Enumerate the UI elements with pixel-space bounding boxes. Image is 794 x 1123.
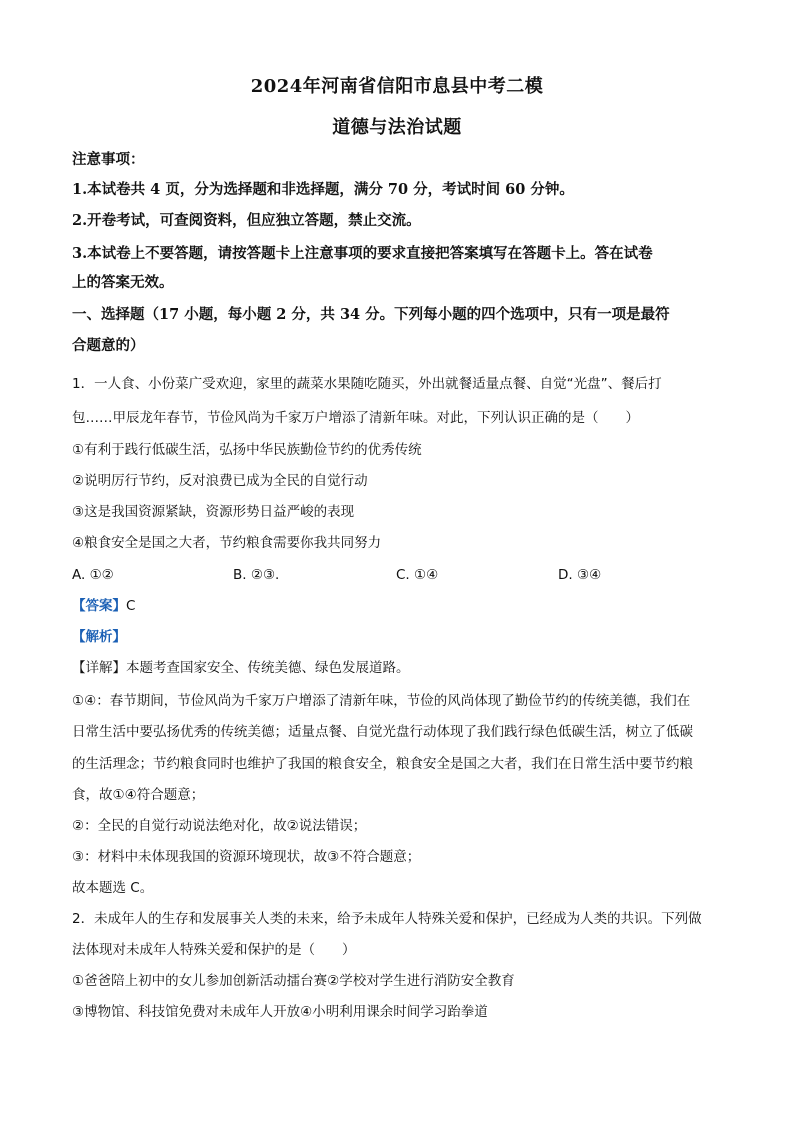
question-1-conclusion: 故本题选 C。 — [72, 880, 154, 896]
explanation-1-line-1: ①④：春节期间，节俭风尚为千家万户增添了清新年味，节俭的风尚体现了勤俭节约的传统美德，我们在 — [72, 693, 691, 709]
question-1-option-c: C. ①④ — [396, 567, 439, 583]
question-2-stem-line-1: 2．未成年人的生存和发展事关人类的未来，给予未成年人特殊关爱和保护，已经成为人类的共识。下列做 — [72, 911, 702, 927]
question-1-statement-2: ②说明厉行节约，反对浪费已成为全民的自觉行动 — [72, 473, 368, 489]
question-1-analysis-tag — [72, 627, 722, 647]
explanation-1-line-2: 日常生活中要弘扬优秀的传统美德；适量点餐、自觉光盘行动体现了我们践行绿色低碳生活，树立了低碳 — [72, 724, 693, 740]
answer-tag: 【答案】 — [72, 598, 126, 614]
exam-title: 2024年河南省信阳市息县中考二模 — [250, 76, 544, 97]
answer-value: C — [126, 598, 136, 614]
explanation-3: ③：材料中未体现我国的资源环境现状，故③不符合题意； — [72, 849, 421, 865]
detail-tag: 【详解】 — [72, 660, 126, 676]
section-heading-line-2: 合题意的） — [72, 337, 145, 354]
question-1-statement-3: ③这是我国资源紧缺，资源形势日益严峻的表现 — [72, 504, 355, 520]
explanation-1-line-3: 的生活理念；节约粮食同时也维护了我国的粮食安全，粮食安全是国之大者，我们在日常生活中要节约粮 — [72, 756, 693, 772]
notice-item-2: 2.开卷考试，可查阅资料，但应独立答题，禁止交流。 — [72, 212, 421, 229]
question-1-stem-line-1: 1．一人食、小份菜广受欢迎，家里的蔬菜水果随吃随买，外出就餐适量点餐、自觉“光盘”、餐后打 — [72, 376, 662, 392]
question-1-statement-1: ①有利于践行低碳生活，弘扬中华民族勤俭节约的优秀传统 — [72, 442, 422, 458]
question-1-option-b: B. ②③. — [233, 567, 280, 583]
question-1-answer — [72, 596, 722, 616]
question-2-statements-1-2: ①爸爸陪上初中的女儿参加创新活动擂台赛②学校对学生进行消防安全教育 — [72, 973, 515, 989]
question-1-option-d: D. ③④ — [558, 567, 602, 583]
question-2-statements-3-4: ③博物馆、科技馆免费对未成年人开放④小明利用课余时间学习跆拳道 — [72, 1004, 488, 1020]
question-2-stem-line-2: 法体现对未成年人特殊关爱和保护的是（ ） — [72, 942, 356, 958]
question-1-option-a: A. ①② — [72, 567, 114, 583]
section-heading-line-1: 一、选择题（17 小题，每小题 2 分，共 34 分。下列每小题的四个选项中，只有一项是最符 — [72, 306, 670, 323]
question-1-stem-line-2: 包……甲辰龙年春节，节俭风尚为千家万户增添了清新年味。对此，下列认识正确的是（ ） — [72, 410, 639, 426]
notice-item-1: 1.本试卷共 4 页，分为选择题和非选择题，满分 70 分，考试时间 60 分钟。 — [72, 181, 574, 198]
detail-text: 本题考查国家安全、传统美德、绿色发展道路。 — [126, 660, 410, 676]
notice-heading: 注意事项： — [72, 151, 145, 168]
question-1-detail — [72, 658, 722, 678]
explanation-1-line-4: 食，故①④符合题意； — [72, 787, 205, 803]
notice-item-3-line-1: 3.本试卷上不要答题，请按答题卡上注意事项的要求直接把答案填写在答题卡上。答在试卷 — [72, 245, 653, 262]
question-1-statement-4: ④粮食安全是国之大者，节约粮食需要你我共同努力 — [72, 535, 382, 551]
exam-subtitle: 道德与法治试题 — [332, 117, 462, 138]
analysis-tag: 【解析】 — [72, 629, 126, 645]
explanation-2: ②：全民的自觉行动说法绝对化，故②说法错误； — [72, 818, 367, 834]
notice-item-3-line-2: 上的答案无效。 — [72, 274, 174, 291]
